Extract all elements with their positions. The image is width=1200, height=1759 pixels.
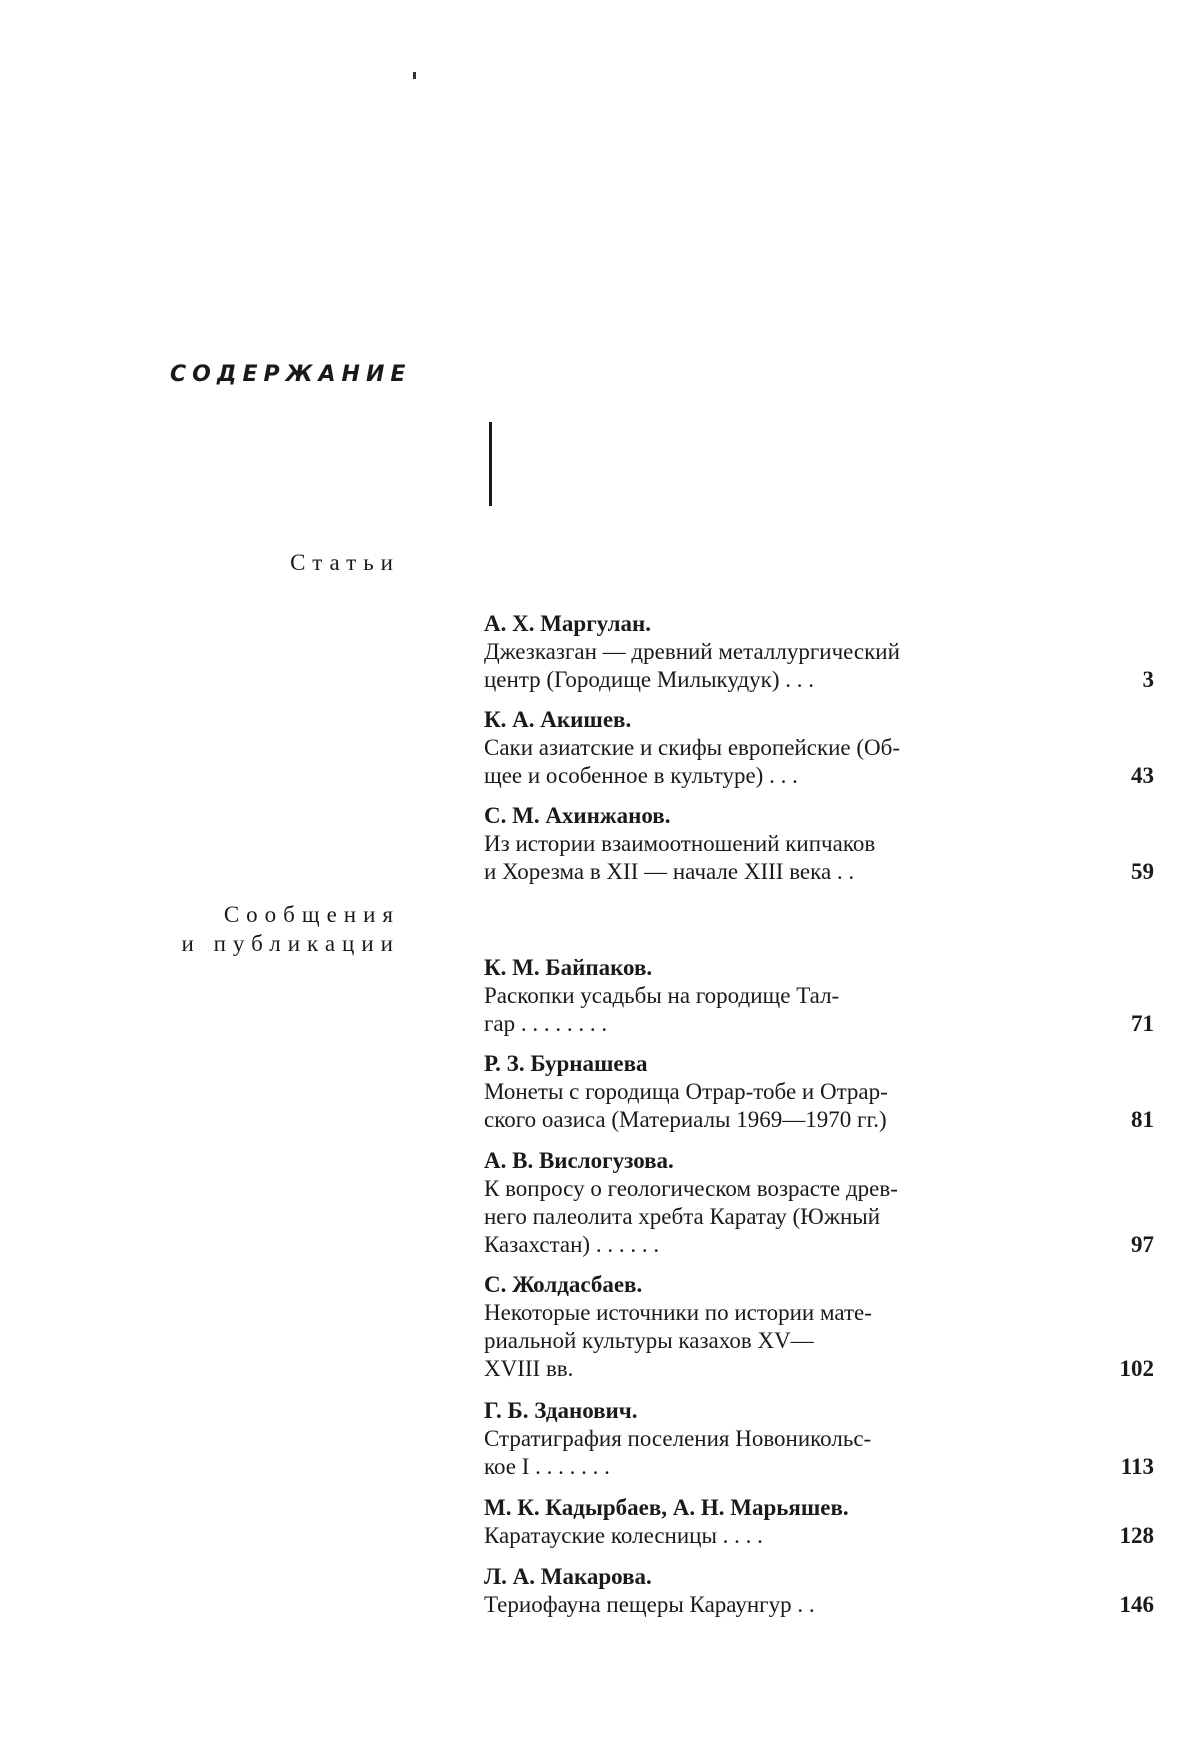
toc-entry[interactable] [484,1147,1154,1259]
entry-page-number: 146 [1119,1592,1154,1617]
entry-page-number: 113 [1120,1454,1154,1479]
toc-entry[interactable] [484,1494,1154,1550]
entry-title-line: Казахстан) . . . . . . [484,1232,660,1257]
entry-title-line: Джезказган — древний металлургический [484,639,900,664]
entry-title-line: Каратауские колесницы . . . . [484,1523,763,1548]
entry-title-line: щее и особенное в культуре) . . . [484,763,798,788]
entry-author: С. Жолдасбаев. [484,1272,643,1297]
entry-title-line: Териофауна пещеры Караунгур . . [484,1592,815,1617]
toc-entry[interactable] [484,1271,1154,1383]
entry-title-line: Стратиграфия поселения Новоникольс- [484,1426,872,1451]
entry-title-line: XVIII вв. [484,1356,574,1381]
entry-author: Р. З. Бурнашева [484,1051,648,1076]
toc-entry[interactable] [484,1563,1154,1619]
entry-page-number: 128 [1119,1523,1154,1548]
entry-title-line: Саки азиатские и скифы европейские (Об- [484,735,901,760]
entry-page-number: 59 [1131,859,1154,884]
entry-page-number: 43 [1131,763,1154,788]
entry-title-line: кое I . . . . . . . [484,1454,610,1479]
section-label-articles [290,548,400,577]
entry-author: Г. Б. Зданович. [484,1398,638,1423]
section-label-reports [182,900,400,958]
entry-page-number: 97 [1131,1232,1154,1257]
toc-entry[interactable] [484,802,1154,886]
entry-page-number: 81 [1131,1107,1154,1132]
entry-author: М. К. Кадырбаев, А. Н. Марьяшев. [484,1495,849,1520]
scan-speck [413,72,416,79]
toc-entry[interactable] [484,1050,1154,1134]
entry-page-number: 71 [1131,1011,1154,1036]
toc-entry[interactable] [484,706,1154,790]
section-label-line: и публикации [181,931,400,956]
entry-page-number: 3 [1142,667,1154,692]
entry-title-line: Некоторые источники по истории мате- [484,1300,872,1325]
page-title: СОДЕРЖАНИЕ [170,362,412,387]
entry-title-line: центр (Городище Милыкудук) . . . [484,667,814,692]
entry-title-line: Из истории взаимоотношений кипчаков [484,831,876,856]
entry-title-line: гар . . . . . . . . [484,1011,608,1036]
entry-author: А. В. Вислогузова. [484,1148,674,1173]
entry-title-line: ского оазиса (Материалы 1969—1970 гг.) [484,1107,887,1132]
entry-title-line: риальной культуры казахов XV— [484,1328,814,1353]
section-label-line: Статьи [290,550,400,575]
entry-author: С. М. Ахинжанов. [484,803,671,828]
vertical-rule [489,422,492,506]
toc-entry[interactable] [484,1397,1154,1481]
entry-author: К. М. Байпаков. [484,955,653,980]
toc-entry[interactable] [484,954,1154,1038]
entry-title-line: Раскопки усадьбы на городище Тал- [484,983,840,1008]
entry-page-number: 102 [1119,1356,1154,1381]
entry-author: А. Х. Маргулан. [484,611,651,636]
section-label-line: Сообщения [223,902,400,927]
entry-title-line: него палеолита хребта Каратау (Южный [484,1204,881,1229]
entry-author: Л. А. Макарова. [484,1564,652,1589]
entry-title-line: и Хорезма в XII — начале XIII века . . [484,859,855,884]
toc-entry[interactable] [484,610,1154,694]
entry-title-line: К вопросу о геологическом возрасте древ- [484,1176,898,1201]
entry-author: К. А. Акишев. [484,707,632,732]
entry-title-line: Монеты с городища Отрар-тобе и Отрар- [484,1079,888,1104]
